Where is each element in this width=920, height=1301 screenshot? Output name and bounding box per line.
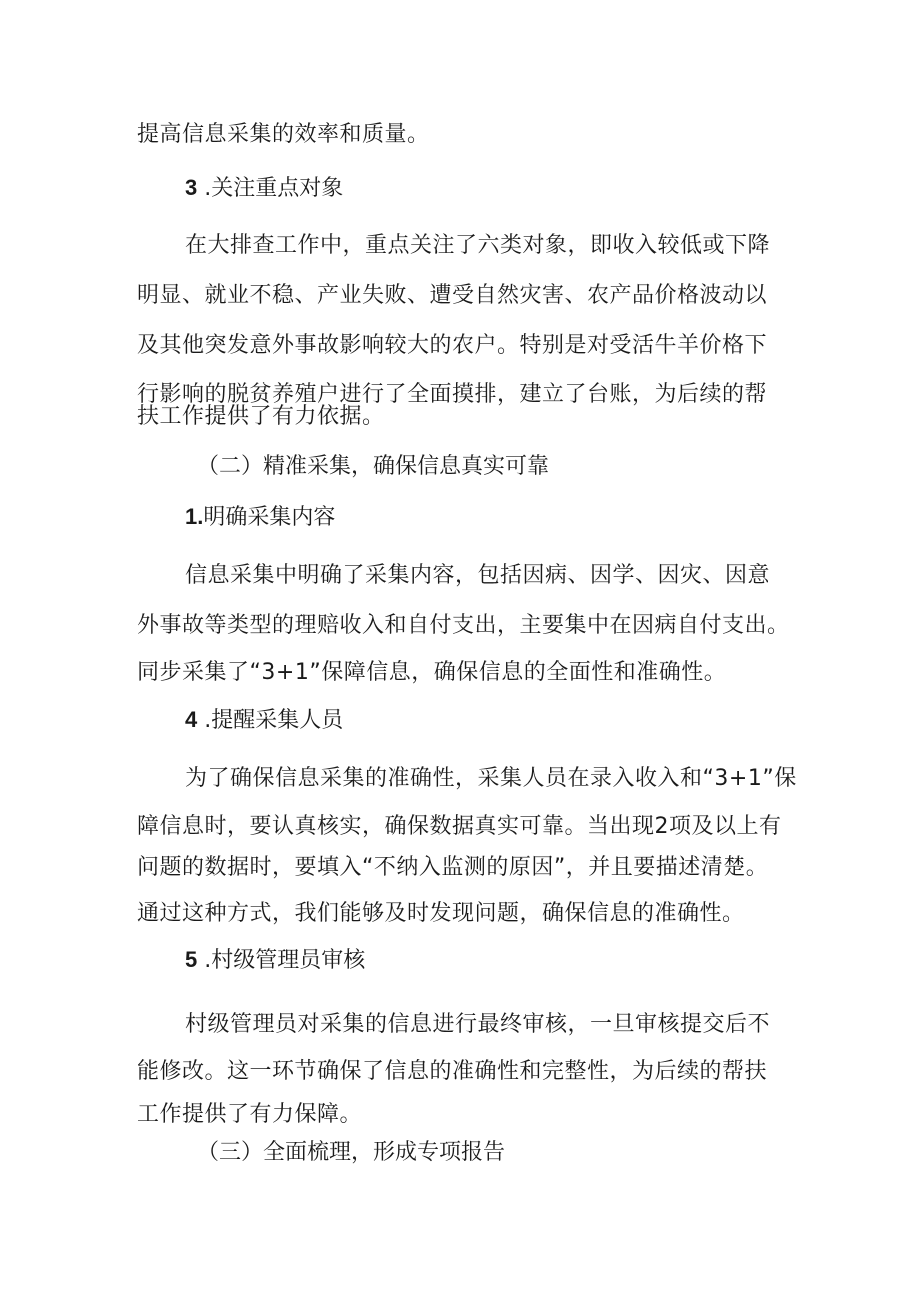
section-title-precise-collection: （二）精准采集，确保信息真实可靠 — [197, 454, 550, 479]
paragraph-line: 明显、就业不稳、产业失败、遭受自然灾害、农产品价格波动以 — [137, 283, 768, 308]
paragraph-line: 及其他突发意外事故影响较大的农户。特别是对受活牛羊价格下 — [137, 333, 768, 358]
heading-text: 提醒采集人员 — [211, 708, 344, 733]
paragraph-line: 提高信息采集的效率和质量。 — [137, 122, 430, 147]
paragraph-line: 行影响的脱贫养殖户进行了全面摸排，建立了台账，为后续的帮 — [137, 382, 768, 407]
paragraph-line: 障信息时，要认真核实，确保数据真实可靠。当出现2项及以上有 — [137, 814, 782, 839]
paragraph-line: 信息采集中明确了采集内容，包括因病、因学、因灾、因意 — [185, 563, 771, 588]
paragraph-line: 在大排查工作中，重点关注了六类对象，即收入较低或下降 — [185, 233, 771, 258]
heading-number: 1. — [185, 504, 204, 529]
heading-define-content — [185, 502, 335, 533]
paragraph-line: 扶工作提供了有力依据。 — [137, 404, 385, 429]
heading-separator: . — [197, 176, 212, 201]
heading-text: 村级管理员审核 — [211, 948, 366, 973]
paragraph-line: 外事故等类型的理赔收入和自付支出，主要集中在因病自付支出。 — [137, 613, 790, 638]
paragraph-line: 问题的数据时，要填入“不纳入监测的原因”，并且要描述清楚。 — [137, 855, 769, 880]
heading-number: 4 — [185, 707, 198, 732]
heading-separator: . — [197, 948, 212, 973]
heading-number: 3 — [185, 175, 198, 200]
section-title-comprehensive-review: （三）全面梳理，形成专项报告 — [197, 1140, 506, 1165]
heading-remind-collectors — [185, 705, 343, 736]
heading-village-review — [185, 945, 365, 976]
heading-text: 明确采集内容 — [203, 505, 336, 530]
paragraph-line: 同步采集了“3+1”保障信息，确保信息的全面性和准确性。 — [137, 660, 727, 685]
heading-focus-targets — [185, 173, 343, 204]
paragraph-line: 村级管理员对采集的信息进行最终审核，一旦审核提交后不 — [185, 1012, 771, 1037]
paragraph-line: 通过这种方式，我们能够及时发现问题，确保信息的准确性。 — [137, 901, 745, 926]
paragraph-line: 工作提供了有力保障。 — [137, 1102, 363, 1127]
heading-text: 关注重点对象 — [211, 176, 344, 201]
paragraph-line: 能修改。这一环节确保了信息的准确性和完整性，为后续的帮扶 — [137, 1059, 768, 1084]
heading-number: 5 — [185, 947, 198, 972]
heading-separator: . — [197, 708, 212, 733]
paragraph-line: 为了确保信息采集的准确性，采集人员在录入收入和“3+1”保 — [185, 766, 797, 791]
